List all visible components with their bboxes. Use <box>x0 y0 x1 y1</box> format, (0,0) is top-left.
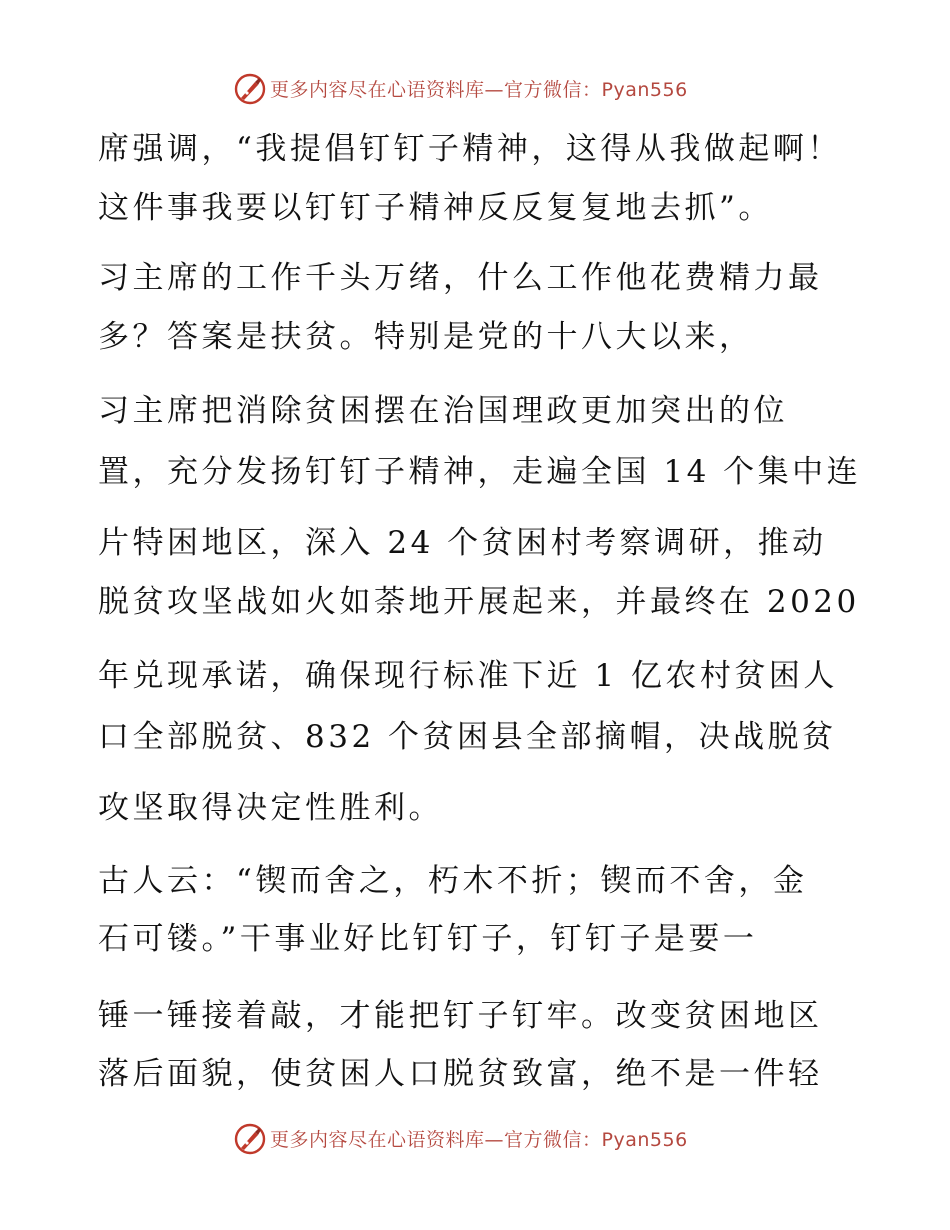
body-line: 古人云：“锲而舍之，朽木不折；锲而不舍，金 <box>98 863 808 899</box>
body-line: 口全部脱贫、832 个贫困县全部摘帽，决战脱贫 <box>98 719 837 755</box>
body-line: 习主席的工作千头万绪，什么工作他花费精力最 <box>98 260 823 296</box>
footer-banner-text: 更多内容尽在心语资料库—官方微信：Pyan556 <box>270 1129 688 1151</box>
body-line: 席强调，“我提倡钉钉子精神，这得从我做起啊！ <box>98 131 842 167</box>
body-line: 攻坚取得决定性胜利。 <box>98 790 443 826</box>
body-line: 片特困地区，深入 24 个贫困村考察调研，推动 <box>98 525 827 561</box>
fountain-pen-logo-icon <box>233 72 267 106</box>
header-banner-text: 更多内容尽在心语资料库—官方微信：Pyan556 <box>270 79 688 101</box>
body-line: 多？答案是扶贫。特别是党的十八大以来， <box>98 319 754 355</box>
fountain-pen-logo-icon <box>233 1122 267 1156</box>
body-line: 石可镂。”干事业好比钉钉子，钉钉子是要一 <box>98 921 758 957</box>
body-line: 置，充分发扬钉钉子精神，走遍全国 14 个集中连 <box>98 454 862 490</box>
body-line: 年兑现承诺，确保现行标准下近 1 亿农村贫困人 <box>98 658 838 694</box>
body-line: 脱贫攻坚战如火如荼地开展起来，并最终在 2020 <box>98 584 860 620</box>
body-line: 这件事我要以钉钉子精神反反复复地去抓”。 <box>98 190 773 226</box>
body-line: 锤一锤接着敲，才能把钉子钉牢。改变贫困地区 <box>98 998 823 1034</box>
body-line: 落后面貌，使贫困人口脱贫致富，绝不是一件轻 <box>98 1056 823 1092</box>
body-line: 习主席把消除贫困摆在治国理政更加突出的位 <box>98 393 788 429</box>
footer-banner <box>0 1120 950 1160</box>
header-banner <box>0 70 950 110</box>
